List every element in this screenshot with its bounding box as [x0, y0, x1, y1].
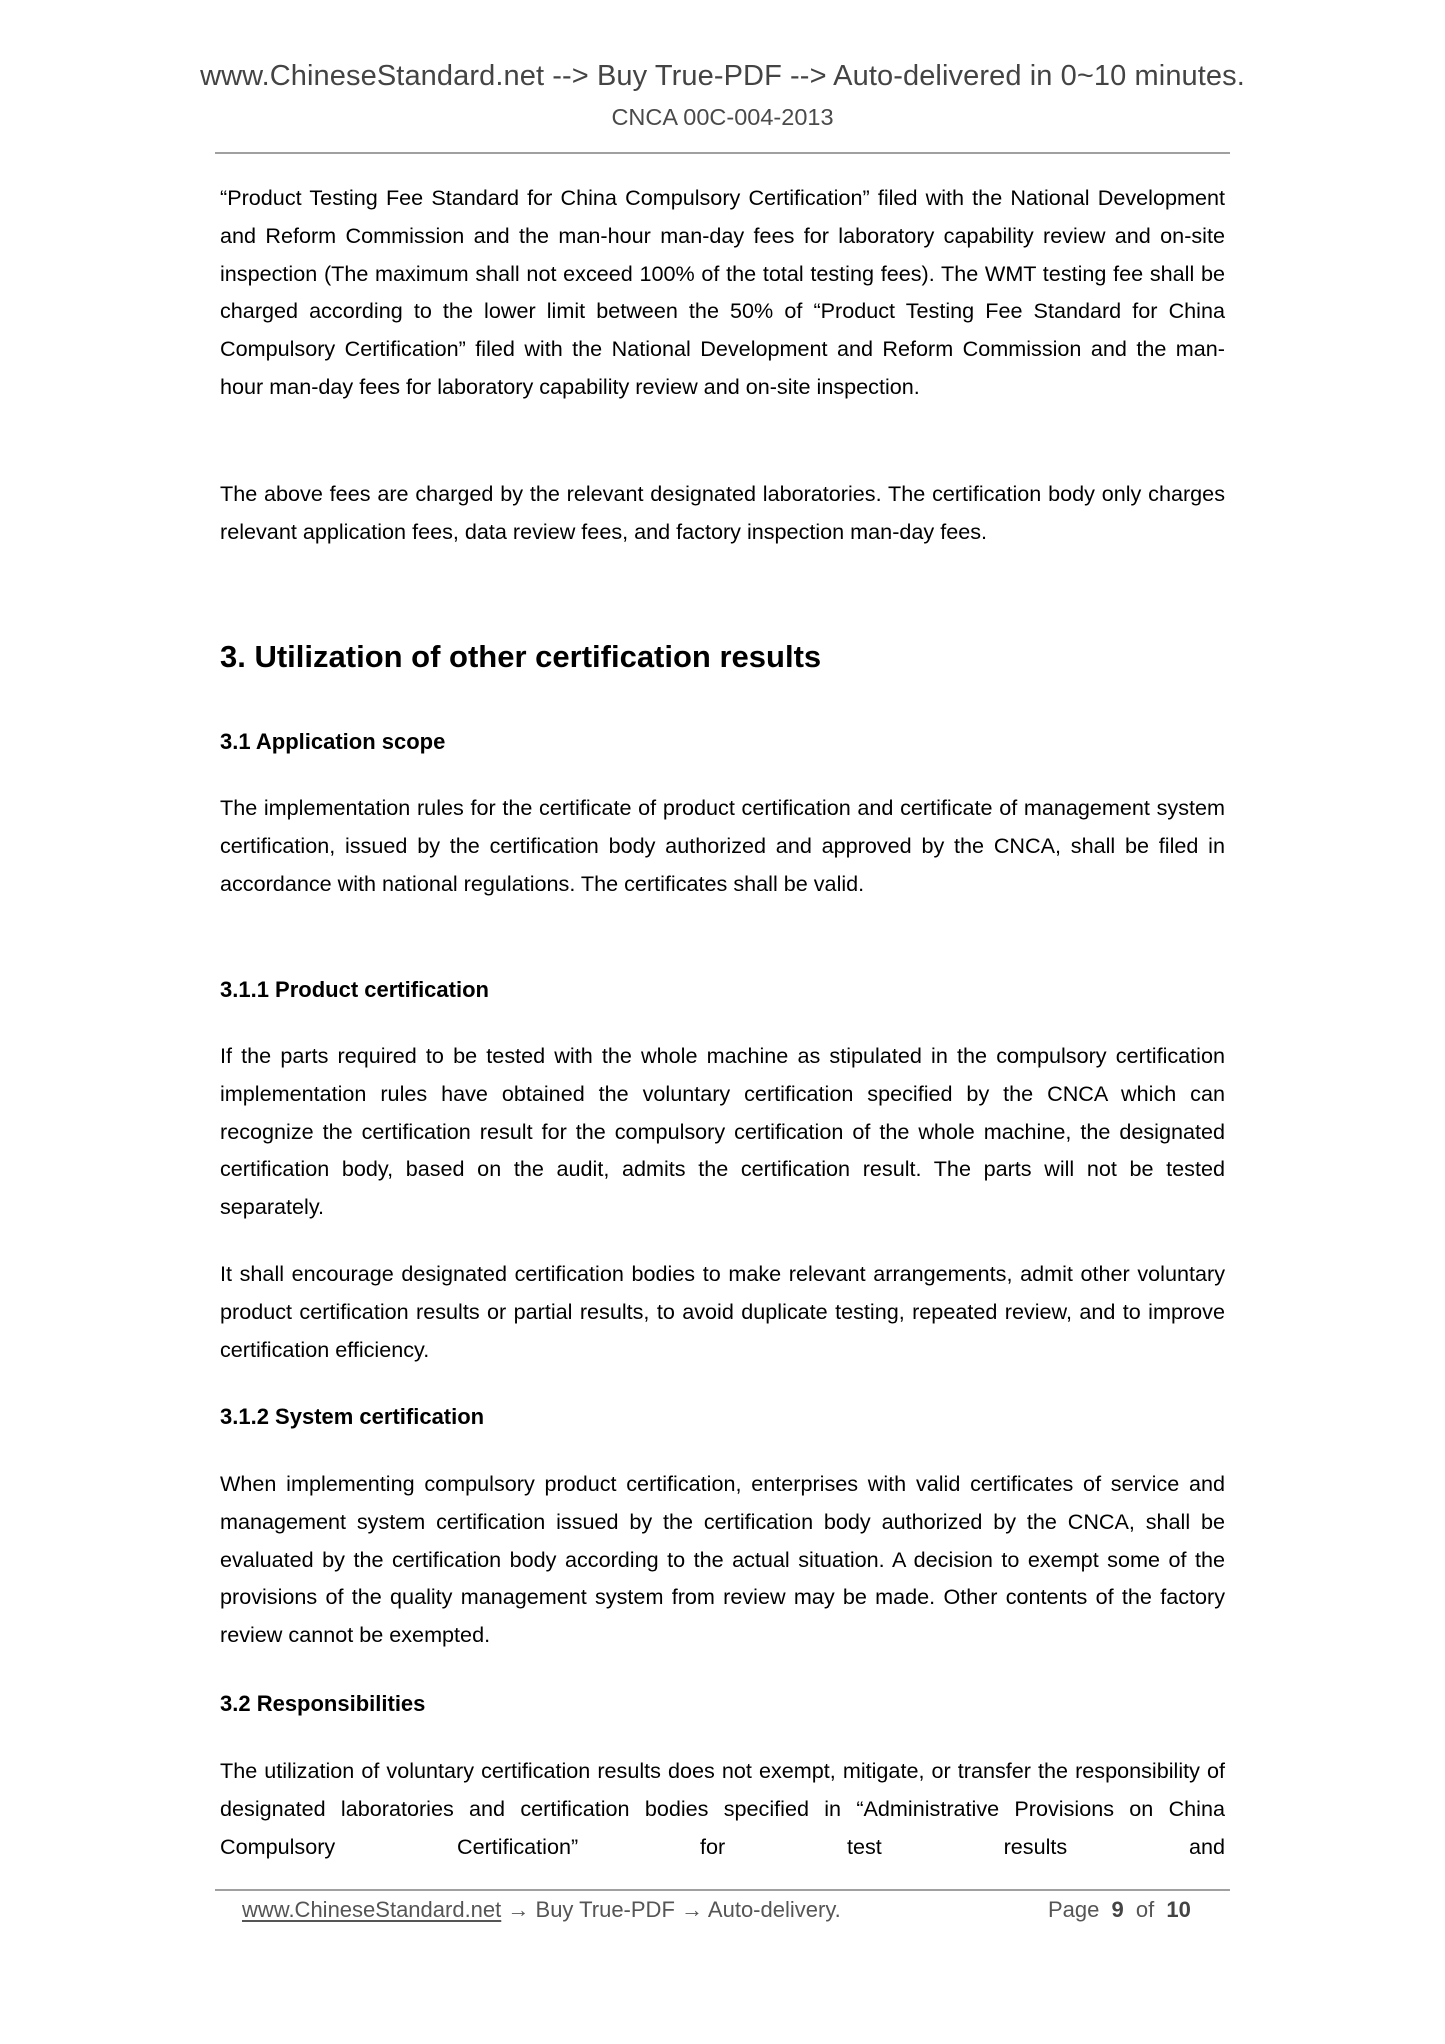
paragraph-testing-fees — [220, 179, 1225, 406]
section-heading-3 — [220, 637, 1225, 677]
paragraph-text: The utilization of voluntary certification results does not exempt, mitigate, or transfer the responsibility of designated laboratories and certification bodies specified in “Administrative Provisions on China Compulsory Certification” for test results and — [220, 1758, 1225, 1859]
page-label: Page — [1048, 1897, 1100, 1922]
subsection-heading-3-2 — [220, 1689, 1225, 1719]
footer-divider — [215, 1889, 1230, 1891]
paragraph-text: When implementing compulsory product certification, enterprises with valid certificates of service and management system certification issued by the certification body authorized by the CNCA, shall be evaluated by the certification body according to the actual situation. A decision to exempt some of the provisions of the quality management system from review may be made. Other contents of the factory review cannot be exempted. — [220, 1471, 1225, 1648]
heading-text: 3.1.1 Product certification — [220, 977, 489, 1002]
paragraph-responsibilities — [220, 1752, 1225, 1865]
heading-text: 3.1 Application scope — [220, 729, 446, 754]
paragraph-text: “Product Testing Fee Standard for China Compulsory Certification” filed with the National Development and Reform Commission and the man-hour man-day fees for laboratory capability review and on-site inspection (The maximum shall not exceed 100% of the total testing fees). The WMT testing fee shall be charged according to the lower limit between the 50% of “Product Testing Fee Standard for China Compulsory Certification” filed with the National Development and Reform Commission and the man-hour man-day fees for laboratory capability review and on-site inspection. — [220, 185, 1225, 399]
document-code: CNCA 00C-004-2013 — [611, 104, 834, 130]
paragraph-text: The implementation rules for the certificate of product certification and certificate of management system certification, issued by the certification body authorized and approved by the CNCA, shall be filed in accordance with national regulations. The certificates shall be valid. — [220, 795, 1225, 896]
header-divider — [215, 152, 1230, 154]
paragraph-fees-charged — [220, 475, 1225, 551]
paragraph-text: The above fees are charged by the relevant designated laboratories. The certification body only charges relevant application fees, data review fees, and factory inspection man-day fees. — [220, 481, 1225, 544]
heading-text: 3. Utilization of other certification results — [220, 639, 822, 674]
footer-promo — [242, 1896, 841, 1924]
paragraph-product-certification — [220, 1037, 1225, 1226]
footer-buy-text: Buy True-PDF — [535, 1897, 675, 1922]
page-of: of — [1135, 1897, 1155, 1922]
page-current: 9 — [1111, 1897, 1124, 1922]
page-number — [1048, 1896, 1191, 1924]
page-total: 10 — [1166, 1897, 1191, 1922]
paragraph-system-certification — [220, 1465, 1225, 1654]
header-banner-title: www.ChineseStandard.net --> Buy True-PDF --> Auto-delivered in 0~10 minutes. — [200, 60, 1245, 92]
page-footer — [242, 1896, 1222, 1926]
paragraph-encourage-bodies — [220, 1255, 1225, 1368]
subsection-heading-3-1 — [220, 727, 1225, 757]
footer-site-link[interactable]: www.ChineseStandard.net — [242, 1897, 502, 1922]
heading-text: 3.2 Responsibilities — [220, 1691, 426, 1716]
paragraph-text: If the parts required to be tested with the whole machine as stipulated in the compulsory certification implementation rules have obtained the voluntary certification specified by the CNCA which can recognize the certification result for the compulsory certification of the whole machine, the designated certification body, based on the audit, admits the certification result. The parts will not be tested separately. — [220, 1043, 1225, 1220]
footer-delivery-text: Auto-delivery. — [707, 1897, 841, 1922]
paragraph-text: It shall encourage designated certification bodies to make relevant arrangements, admit other voluntary product certification results or partial results, to avoid duplicate testing, repeated review, and to improve certification efficiency. — [220, 1261, 1225, 1362]
subsection-heading-3-1-1 — [220, 975, 1225, 1005]
paragraph-application-scope — [220, 789, 1225, 902]
subsection-heading-3-1-2 — [220, 1402, 1225, 1432]
arrow-right-icon: → — [507, 1897, 530, 1922]
heading-text: 3.1.2 System certification — [220, 1404, 485, 1429]
arrow-right-icon: → — [681, 1897, 704, 1922]
